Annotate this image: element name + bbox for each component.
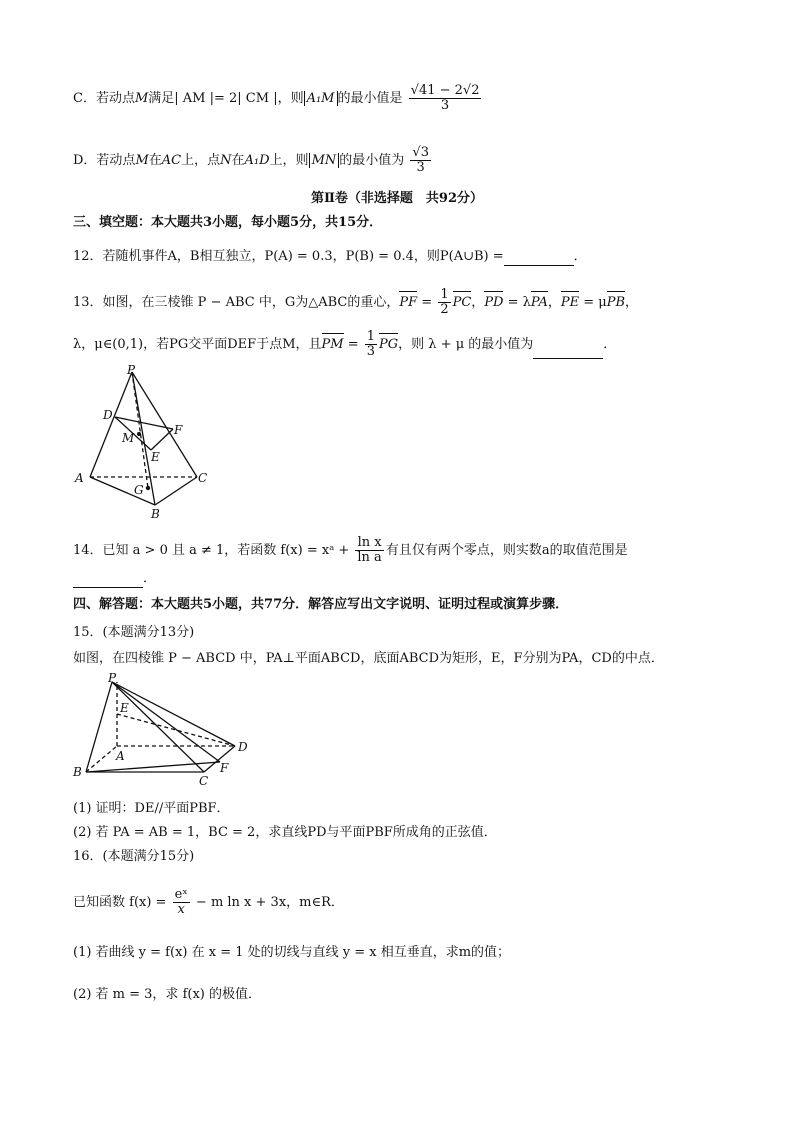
question-16-part2: (2) 若 m = 3，求 f(x) 的极值． — [73, 987, 261, 1002]
question-15-part2: (2) 若 PA = AB = 1，BC = 2，求直线PD与平面PBF所成角的正弦值． — [73, 825, 497, 840]
pyramid-figure — [70, 362, 230, 522]
fig1-label-d: D — [103, 408, 113, 422]
question-16-body: 已知函数 f(x) = $\frac{\text{eˣ}}{x}$ − m ln x + 3x，m∈R． — [73, 887, 344, 917]
fraction-one-half: $\frac{1}{2}$ — [440, 287, 449, 317]
fig2-label-a: A — [116, 749, 125, 763]
question-14-answer: ． — [73, 570, 156, 588]
section-3-heading: 三、填空题：本大题共3小题，每小题5分，共15分． — [73, 215, 383, 230]
fig1-label-f: F — [174, 423, 183, 437]
part2-title: 第Ⅱ卷（非选择题 共92分） — [310, 191, 484, 206]
fig2-label-p: P — [108, 672, 117, 685]
question-13-line2: λ，μ∈(0,1)，若PG交平面DEF于点M，且PM = $\frac{1}{3}$ PG，则 λ + μ 的最小值为 ． — [73, 329, 617, 359]
answer-blank-14 — [73, 573, 143, 588]
question-15-heading: 15．(本题满分13分) — [73, 625, 195, 640]
quad-pyramid-figure — [70, 672, 260, 787]
fig1-label-a: A — [75, 471, 84, 485]
q16-fraction: $\frac{\text{eˣ}}{x}$ — [174, 887, 188, 917]
option-c-fraction: $\frac{√41 - 2√2}{3}$ — [410, 83, 480, 113]
question-13-line1: 13．如图，在三棱锥 P − ABC 中，G为△ABC的重心，PF = $\frac{1}{2}$ PC，PD = λPA，PE = μPB， — [73, 287, 639, 317]
fig2-label-c: C — [199, 774, 209, 787]
question-15-body: 如图，在四棱锥 P − ABCD 中，PA⊥平面ABCD，底面ABCD为矩形，E，F分别为PA，CD的中点． — [73, 651, 664, 666]
fig1-label-g: G — [134, 483, 144, 497]
question-12: 12．若随机事件A，B相互独立，P(A) = 0.3，P(B) = 0.4，则P(A∪B) = ． — [73, 249, 587, 264]
answer-blank-13 — [533, 344, 603, 359]
fig1-label-c: C — [198, 471, 208, 485]
fig1-label-b: B — [151, 507, 160, 521]
answer-blank-12 — [504, 251, 574, 266]
fig1-label-m: M — [122, 431, 135, 445]
fig2-label-e: E — [120, 701, 129, 715]
question-15-part1: (1) 证明：DE//平面PBF． — [73, 801, 230, 816]
fig2-label-d: D — [238, 740, 248, 754]
fraction-one-third: $\frac{1}{3}$ — [366, 329, 376, 359]
option-c: C．若动点M满足| AM |= 2| CM |，则 A₁M 的最小值是 $\frac{√41 - 2√2}{3}$ — [73, 83, 480, 113]
section-4-heading: 四、解答题：本大题共5小题，共77分．解答应写出文字说明、证明过程或演算步骤． — [73, 597, 569, 612]
question-16-heading: 16．(本题满分15分) — [73, 849, 195, 864]
q14-fraction: $\frac{\text{ln x}}{\text{ln a}}$ — [357, 535, 382, 565]
fig1-label-p: P — [127, 363, 136, 377]
question-16-part1: (1) 若曲线 y = f(x) 在 x = 1 处的切线与直线 y = x 相互垂直，求m的值； — [73, 945, 511, 960]
fig1-label-e: E — [151, 450, 160, 464]
option-d-fraction: $\frac{√3}{3}$ — [412, 145, 429, 175]
question-14: 14．已知 a > 0 且 a ≠ 1，若函数 f(x) = xᵃ + $\frac{\text{ln x}}{\text{ln a}}$ 有且仅有两个零点，则实数a的取值范围是 — [73, 535, 628, 565]
fig2-label-f: F — [220, 761, 229, 775]
fig2-label-b: B — [73, 765, 82, 779]
option-d: D．若动点M在AC上，点N在A₁D上，则 MN 的最小值为 $\frac{√3}{3}$ — [73, 145, 429, 175]
